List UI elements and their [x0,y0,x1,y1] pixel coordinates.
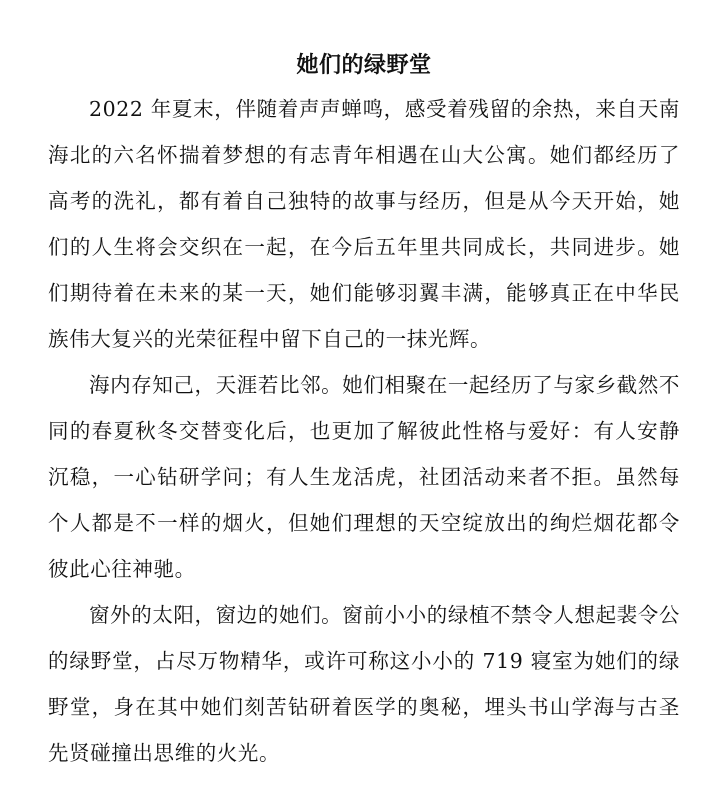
document-title: 她们的绿野堂 [296,53,432,78]
paragraph-2: 海内存知己，天涯若比邻。她们相聚在一起经历了与家乡截然不同的春夏秋冬交替变化后，也更加了解彼此性格与爱好：有人安静沉稳，一心钻研学问；有人生龙活虎，社团活动来者不拒。虽然每个人都是不一样的烟火，但她们理想的天空绽放出的绚烂烟花都令彼此心往神驰。 [48,373,680,581]
paragraph-1: 2022 年夏末，伴随着声声蝉鸣，感受着残留的余热，来自天南海北的六名怀揣着梦想的有志青年相遇在山大公寓。她们都经历了高考的洗礼，都有着自己独特的故事与经历，但是从今天开始，她们的人生将会交织在一起，在今后五年里共同成长，共同进步。她们期待着在未来的某一天，她们能够羽翼丰满，能够真正在中华民族伟大复兴的光荣征程中留下自己的一抹光辉。 [48,97,680,351]
document-page [48,46,680,776]
paragraph-3: 窗外的太阳，窗边的她们。窗前小小的绿植不禁令人想起裴令公的绿野堂，占尽万物精华，或许可称这小小的 719 寝室为她们的绿野堂，身在其中她们刻苦钻研着医学的奥秘，埋头书山学海与古圣先贤碰撞出思维的火光。 [48,603,680,765]
